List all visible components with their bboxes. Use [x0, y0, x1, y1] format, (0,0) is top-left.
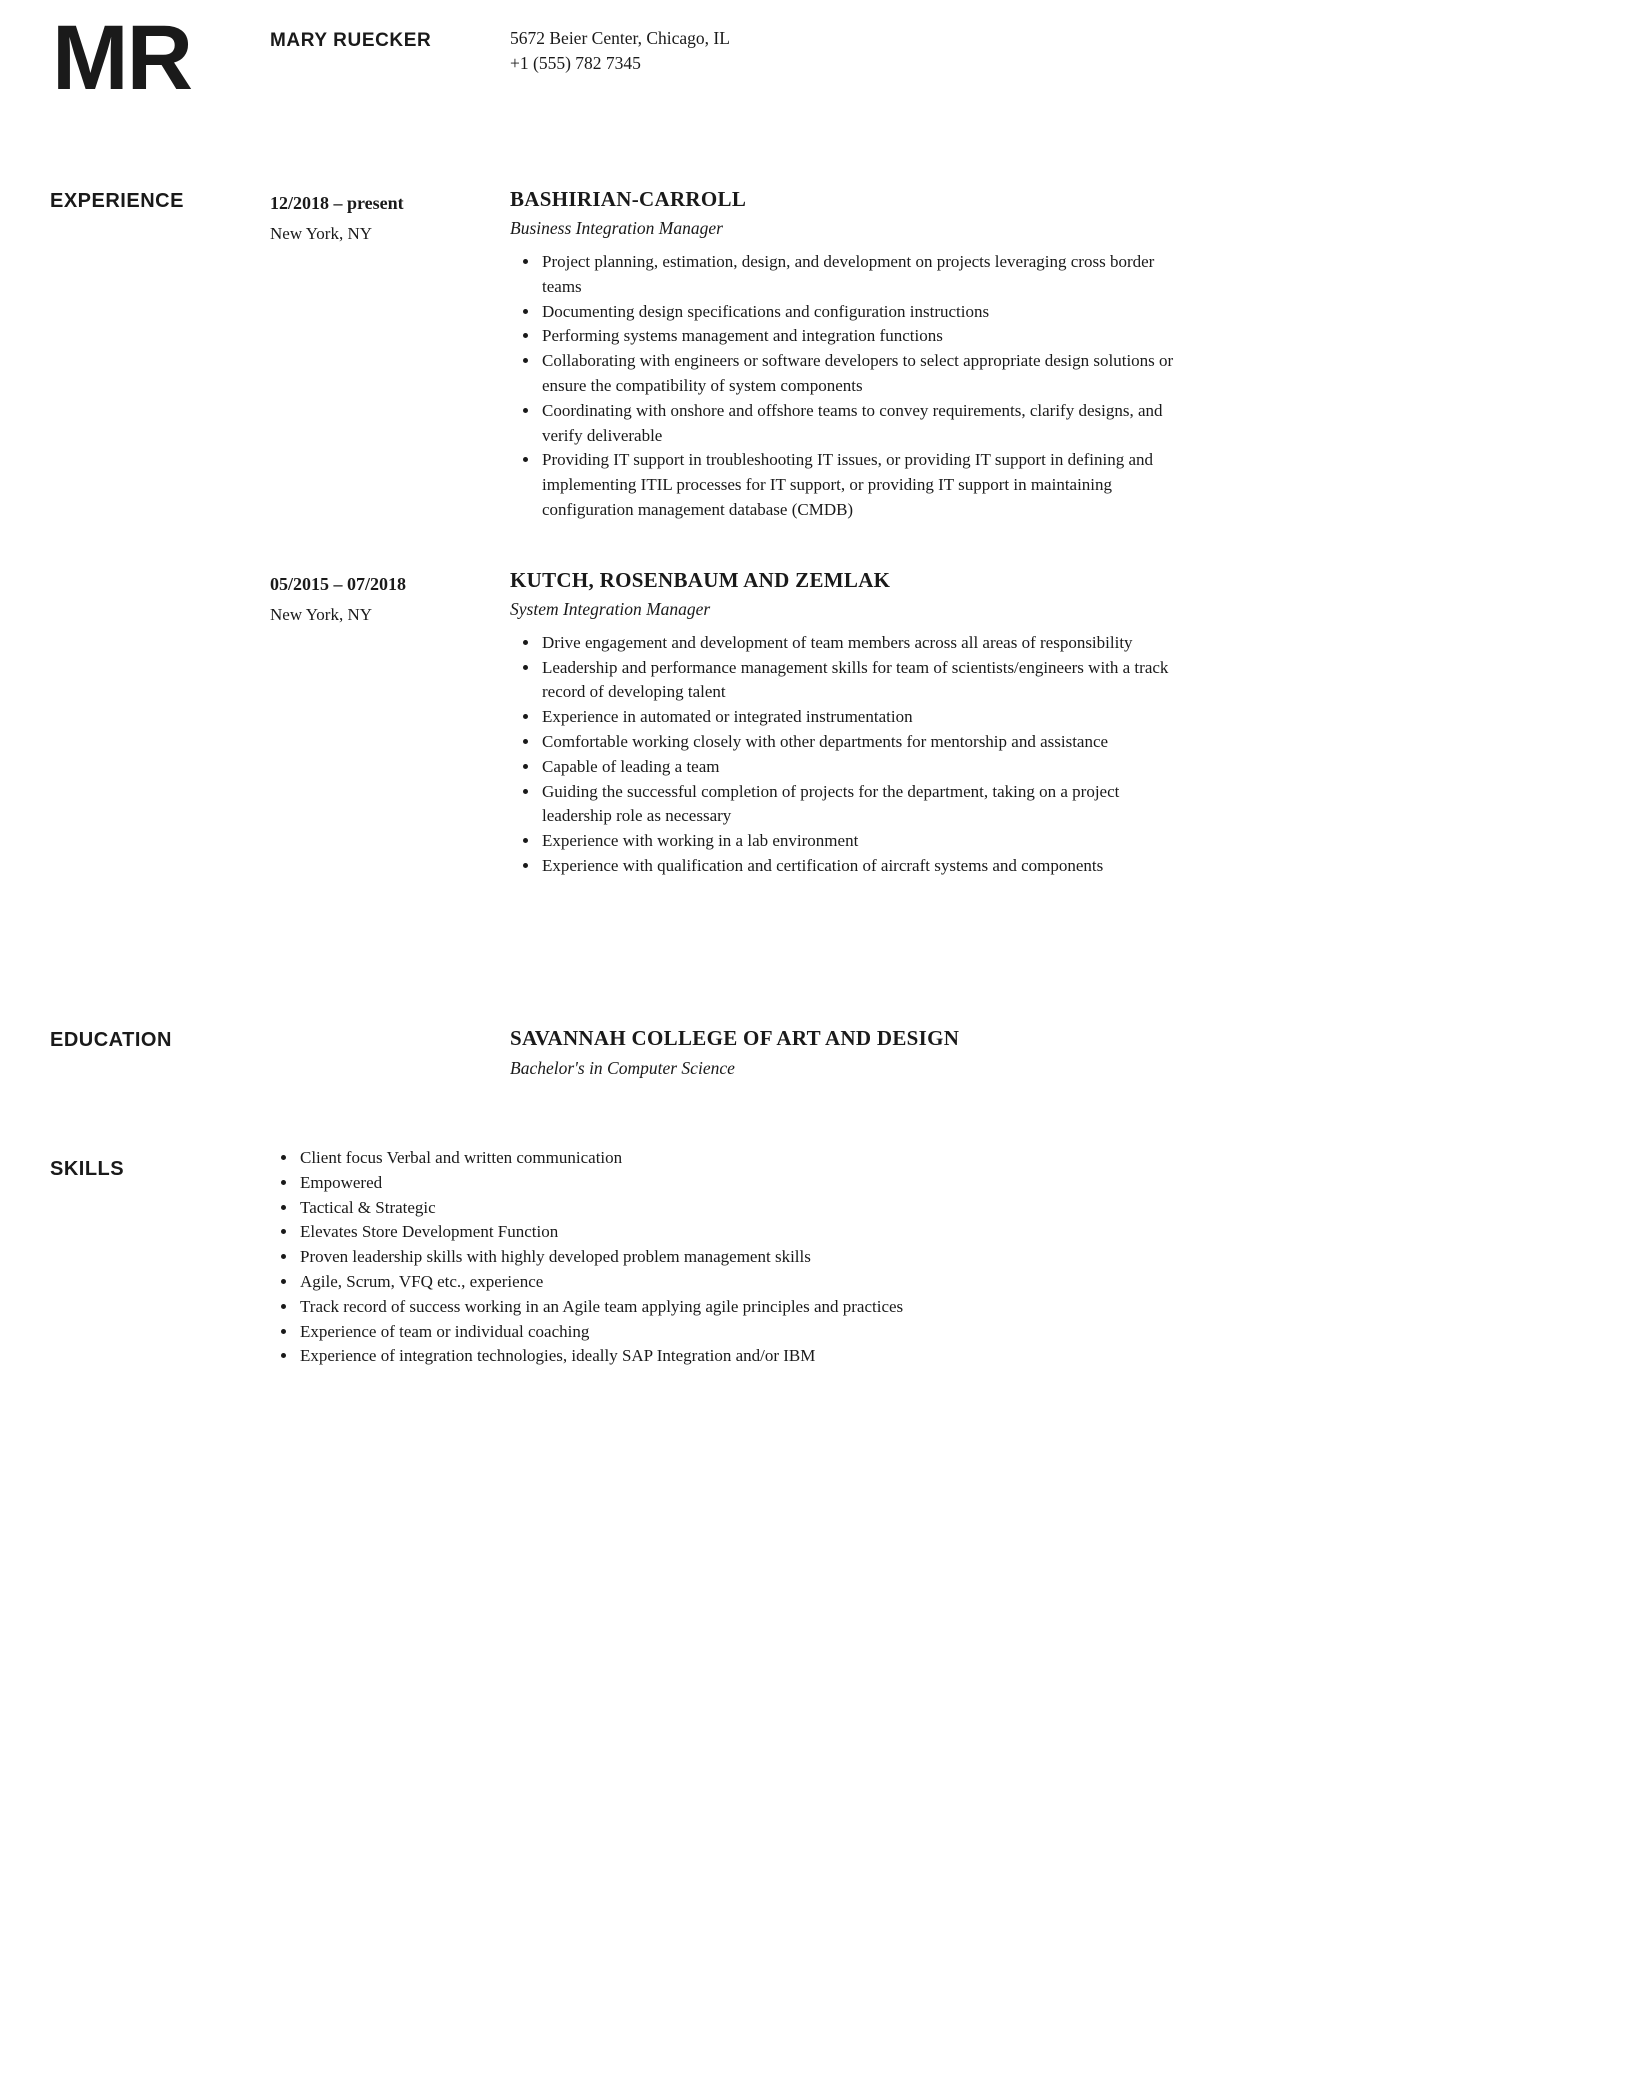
education-school: SAVANNAH COLLEGE OF ART AND DESIGN [510, 1026, 960, 1050]
job-bullet: • Performing systems management and integration functions [540, 324, 1182, 349]
contact-block [510, 26, 730, 76]
job-location: New York, NY [270, 224, 373, 243]
job-bullets [510, 250, 1182, 523]
job-entry [270, 186, 1190, 523]
section-label-experience: EXPERIENCE [50, 190, 184, 212]
job-bullet: • Experience in automated or integrated instrumentation [540, 705, 1182, 730]
job-dates: 12/2018 – present [270, 193, 404, 213]
job-bullet: • Providing IT support in troubleshooting IT issues, or providing IT support in defining and implementing ITIL processes for IT support, or providing IT support in maintaining configuration management database (CMDB) [540, 448, 1182, 522]
skill-item: • Proven leadership skills with highly developed problem management skills [298, 1245, 1210, 1270]
job-bullet: • Capable of leading a team [540, 755, 1182, 780]
skills-list [270, 1146, 1210, 1369]
skill-item: • Tactical & Strategic [298, 1196, 1210, 1221]
skill-item: • Agile, Scrum, VFQ etc., experience [298, 1270, 1210, 1295]
job-location: New York, NY [270, 604, 373, 624]
monogram: MR [52, 7, 192, 109]
job-bullet: • Collaborating with engineers or software developers to select appropriate design solutions or ensure the compatibility of system components [540, 349, 1182, 399]
skill-item: • Experience of integration technologies, ideally SAP Integration and/or IBM [298, 1344, 1210, 1369]
job-entry [270, 567, 1190, 879]
job-bullet: • Experience with qualification and certification of aircraft systems and components [540, 854, 1182, 879]
skill-item: • Experience of team or individual coaching [298, 1320, 1210, 1345]
skills-block [270, 1146, 1210, 1369]
job-bullet: • Guiding the successful completion of projects for the department, taking on a project leadership role as necessary [540, 780, 1182, 830]
job-bullet: • Drive engagement and development of team members across all areas of responsibility [540, 631, 1182, 656]
job-bullet: • Experience with working in a lab environment [540, 829, 1182, 854]
job-bullet: • Project planning, estimation, design, and development on projects leveraging cross border teams [540, 250, 1182, 300]
job-bullet: • Documenting design specifications and configuration instructions [540, 300, 1182, 325]
section-label-education: EDUCATION [50, 1029, 172, 1051]
job-bullet: • Leadership and performance management skills for team of scientists/engineers with a track record of developing talent [540, 656, 1182, 706]
candidate-name: MARY RUECKER [270, 30, 432, 51]
job-main-column [510, 567, 1182, 879]
job-company: KUTCH, ROSENBAUM AND ZEMLAK [510, 567, 891, 592]
job-dates-column [270, 567, 510, 879]
education-block [510, 1025, 1210, 1079]
skill-item: • Elevates Store Development Function [298, 1220, 1210, 1245]
job-title: System Integration Manager [510, 598, 711, 619]
contact-address: 5672 Beier Center, Chicago, IL [510, 28, 730, 48]
job-dates: 05/2015 – 07/2018 [270, 573, 407, 594]
skill-item: • Track record of success working in an Agile team applying agile principles and practices [298, 1295, 1210, 1320]
job-bullets [510, 631, 1182, 879]
job-dates-column [270, 186, 510, 523]
job-title: Business Integration Manager [510, 218, 723, 238]
skill-item: • Client focus Verbal and written communication [298, 1146, 1210, 1171]
experience-jobs [270, 186, 1190, 923]
job-main-column [510, 186, 1182, 523]
job-company: BASHIRIAN-CARROLL [510, 187, 747, 211]
education-degree: Bachelor's in Computer Science [510, 1058, 735, 1078]
section-label-skills: SKILLS [50, 1158, 125, 1180]
skill-item: • Empowered [298, 1171, 1210, 1196]
contact-phone: +1 (555) 782 7345 [510, 53, 641, 73]
job-bullet: • Coordinating with onshore and offshore teams to convey requirements, clarify designs, and verify deliverable [540, 399, 1182, 449]
job-bullet: • Comfortable working closely with other departments for mentorship and assistance [540, 730, 1182, 755]
